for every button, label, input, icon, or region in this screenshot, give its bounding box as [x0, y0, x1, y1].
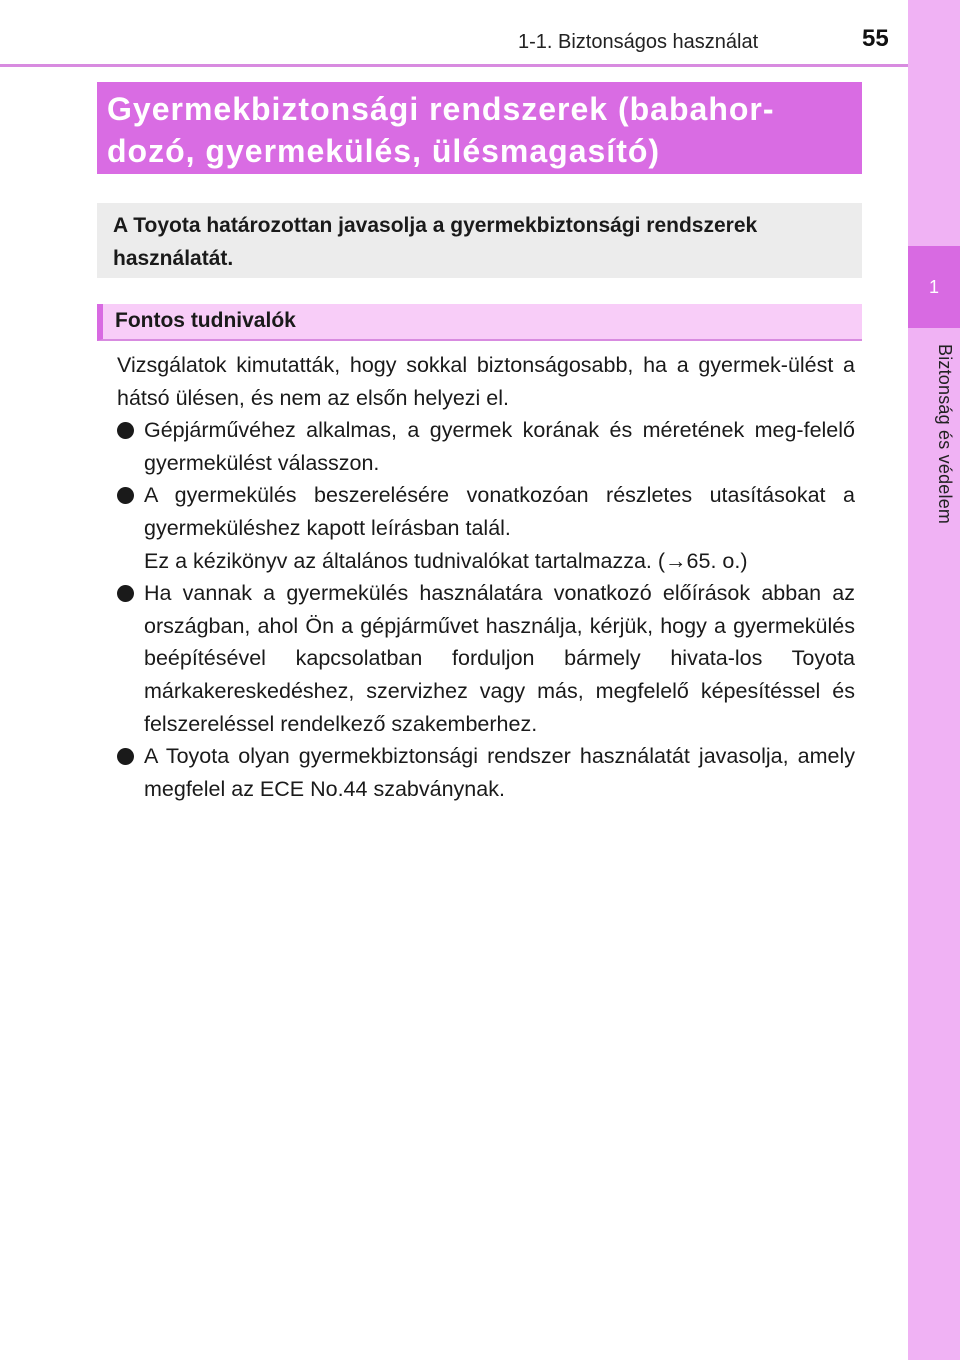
- list-item-text: A gyermekülés beszerelésére vonatkozóan részletes utasításokat a gyermeküléshez kapott leírásban talál.: [144, 483, 855, 540]
- running-head: 1-1. Biztonságos használat: [518, 31, 759, 53]
- list-item-text: A Toyota olyan gyermekbiztonsági rendszer használatát javasolja, amely megfelel az ECE No.44 szabványnak.: [144, 744, 855, 801]
- section-heading: Fontos tudnivalók: [97, 304, 862, 341]
- intro-paragraph: Vizsgálatok kimutatták, hogy sokkal biztonságosabb, ha a gyermek-ülést a hátsó ülésen, és nem az elsőn helyezi el.: [117, 353, 855, 410]
- chapter-number-tab[interactable]: 1: [908, 246, 960, 328]
- list-item-text: Gépjárművéhez alkalmas, a gyermek korának és méretének meg-felelő gyermekülést válasszon.: [144, 418, 855, 475]
- summary-text: A Toyota határozottan javasolja a gyermekbiztonsági rendszerek használatát.: [113, 214, 758, 270]
- bullet-icon: [117, 748, 134, 765]
- bullet-icon: [117, 487, 134, 504]
- side-tab: [908, 0, 960, 1360]
- cross-reference-note[interactable]: Ez a kézikönyv az általános tudnivalókat tartalmazza. (→65. o.): [144, 548, 748, 573]
- bullet-icon: [117, 422, 134, 439]
- list-item: [117, 414, 855, 479]
- page-number: 55: [862, 25, 889, 52]
- list-item: [117, 740, 855, 805]
- list-item-text: Ha vannak a gyermekülés használatára vonatkozó előírások abban az országban, ahol Ön a gépjárművet használja, kérjük, hogy a gyermekülés beépítésével kapcsolatban forduljon bármely hivata-los Toyota márkakereskedéshez, szervizhez vagy más, megfelelő képesítéssel és felszereléssel rendelkező szakemberhez.: [144, 581, 855, 736]
- bullet-icon: [117, 585, 134, 602]
- header-divider: [0, 64, 908, 67]
- list-item: [117, 577, 855, 740]
- page-title: Gyermekbiztonsági rendszerek (babahor- dozó, gyermekülés, ülésmagasító): [107, 91, 775, 169]
- list-item: [117, 479, 855, 577]
- chapter-label: Biztonság és védelem: [935, 344, 955, 525]
- summary-box: [97, 203, 862, 278]
- title-band: [97, 82, 862, 174]
- body-text: [117, 349, 855, 805]
